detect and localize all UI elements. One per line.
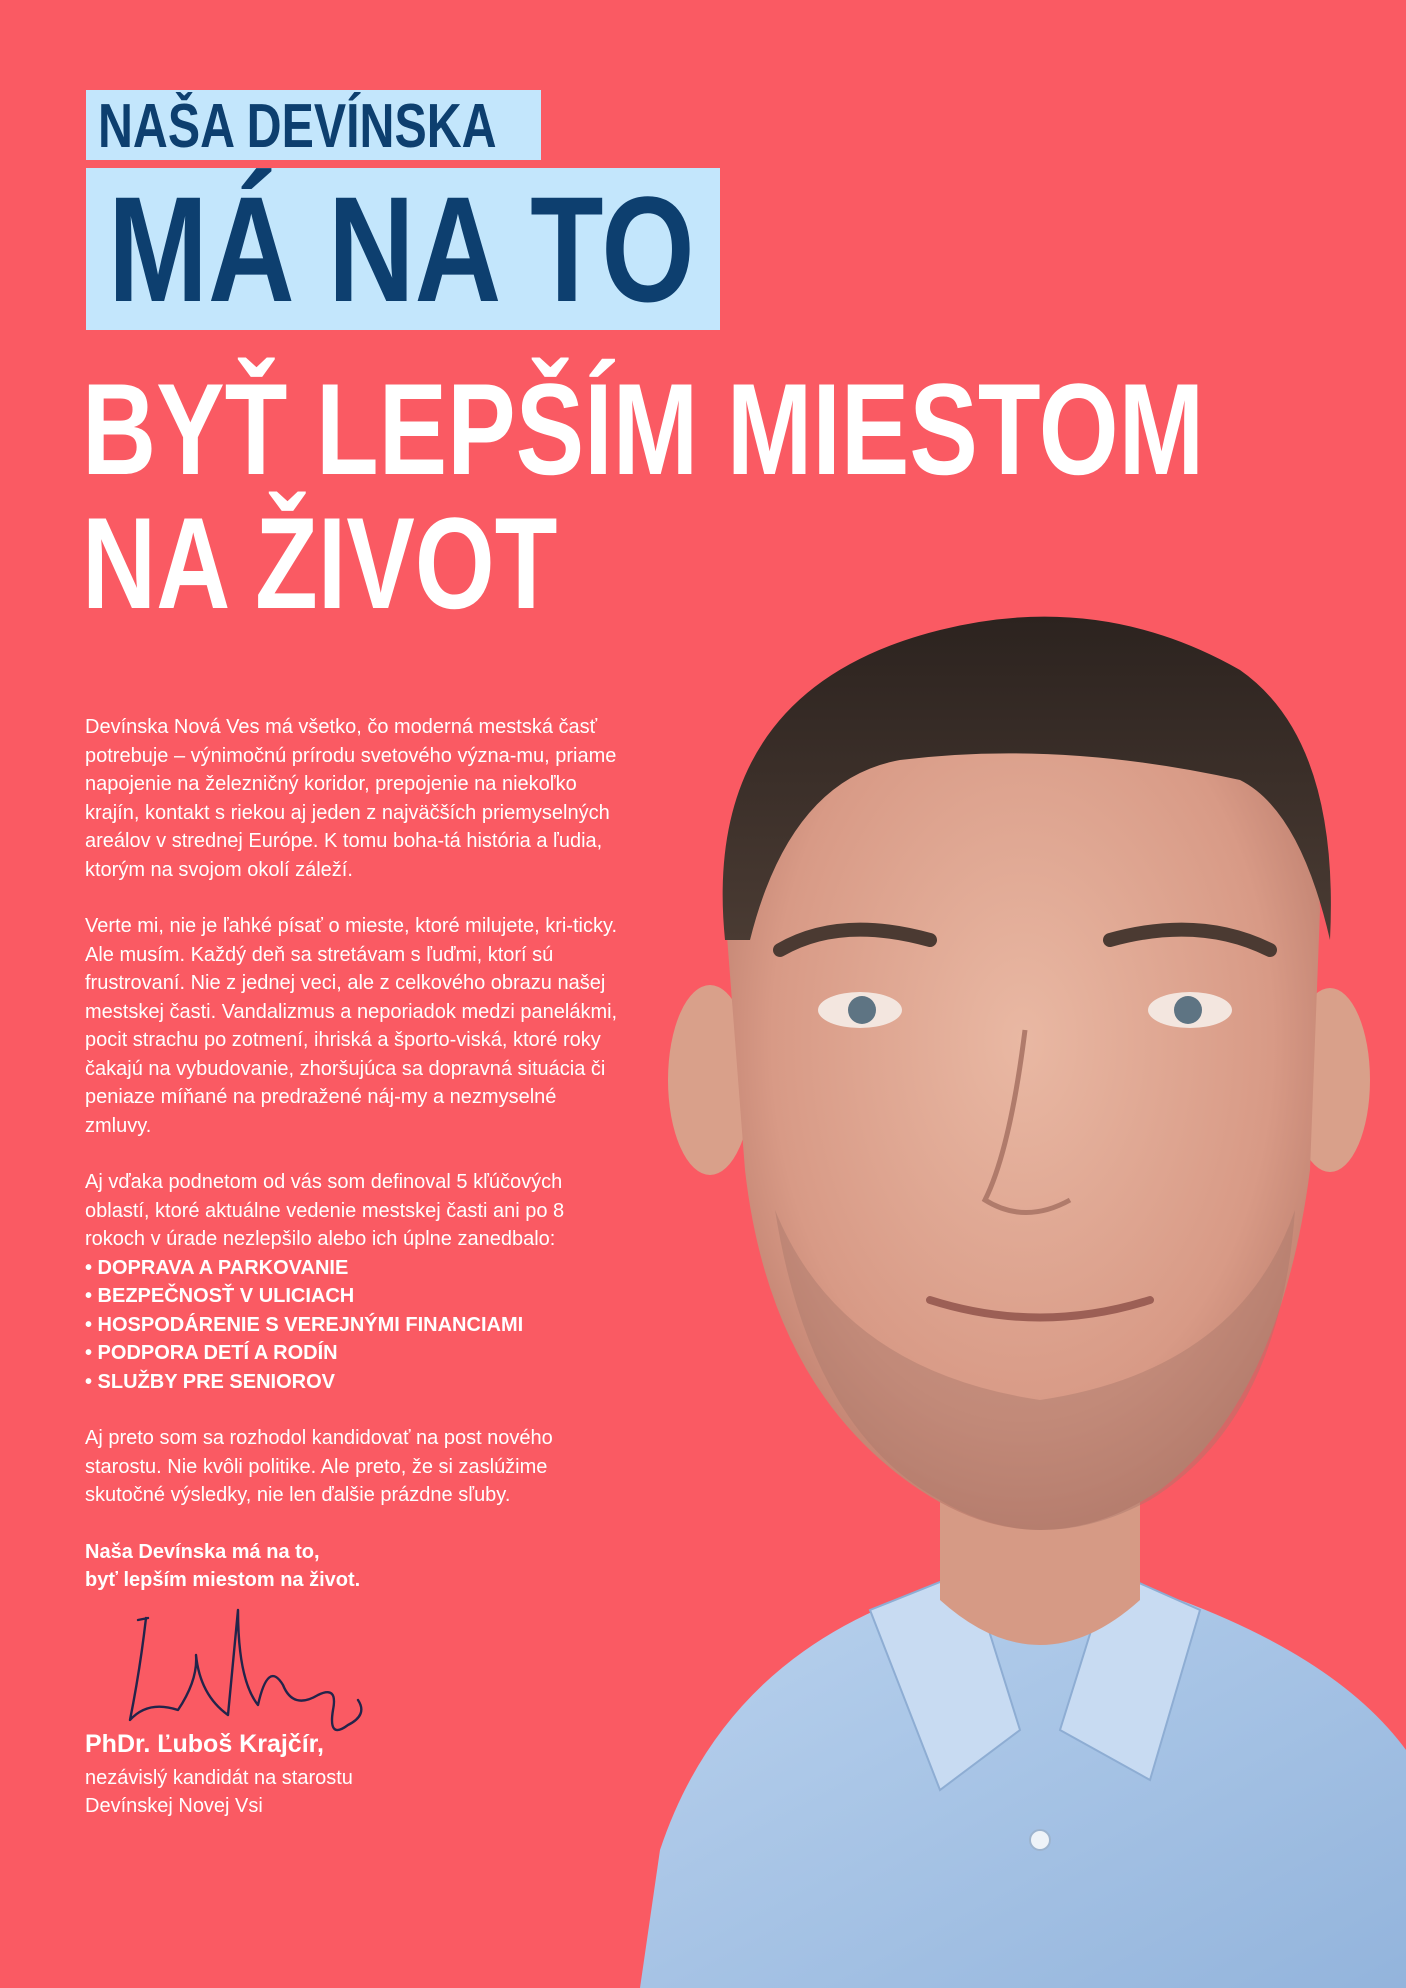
headline [82, 356, 1406, 636]
candidate-role-line-1: nezávislý kandidát na starostu [85, 1767, 353, 1789]
headline-line-1: BYŤ LEPŠÍM MIESTOM [82, 356, 1205, 502]
tag-label-top [86, 90, 541, 160]
list-item: • PODPORA DETÍ A RODÍN [85, 1342, 338, 1364]
tag-text-ma-na-to: MÁ NA TO [108, 165, 695, 333]
list-item: • DOPRAVA A PARKOVANIE [85, 1256, 349, 1279]
closing-line-2: byť lepším miestom na život. [85, 1569, 361, 1591]
paragraph-candidacy: Aj preto som sa rozhodol kandidovať na post nového starostu. Nie kvôli politike. Ale preto, že si zaslúžime skutočné výsledky, nie len ďalšie prázdne sľuby. [85, 1427, 553, 1506]
tag-label-main [86, 165, 720, 333]
paragraph-critique: Verte mi, nie je ľahké písať o mieste, ktoré milujete, kri-ticky. Ale musím. Každý deň sa stretávam s ľuďmi, ktorí sú frustrovaní. Nie z jednej veci, ale z celkového obrazu našej mestskej časti. Vandalizmus a neporiadok medzi panelákmi, pocit strachu po zotmení, ihriská a športo-viská, ktoré roky čakajú na vybudovanie, zhoršujúca sa dopravná situácia či peniaze míňané na predražené náj-my a nezmyselné zmluvy. [85, 915, 618, 1137]
list-item: • SLUŽBY PRE SENIOROV [85, 1370, 336, 1393]
candidate-portrait [640, 610, 1406, 1988]
candidate-role [85, 1764, 353, 1820]
candidate-name: PhDr. Ľuboš Krajčír, [85, 1730, 324, 1758]
list-item: • HOSPODÁRENIE S VEREJNÝMI FINANCIAMI [85, 1313, 524, 1336]
paragraph-intro: Devínska Nová Ves má všetko, čo moderná mestská časť potrebuje – výnimočnú prírodu svetového význa-mu, priame napojenie na železničný koridor, prepojenie na niekoľko krajín, kontakt s riekou aj jeden z najväčších priemyselných areálov v strednej Európe. K tomu boha-tá história a ľudia, ktorým na svojom okolí záleží. [85, 716, 617, 881]
headline-line-2: NA ŽIVOT [82, 490, 558, 636]
tag-text-nasa-devinska: NAŠA DEVÍNSKA [98, 92, 497, 161]
handwritten-signature [118, 1600, 368, 1750]
list-item: • BEZPEČNOSŤ V ULICIACH [85, 1285, 355, 1307]
paragraph-areas-intro: Aj vďaka podnetom od vás som definoval 5 kľúčových oblastí, ktoré aktuálne vedenie mestskej časti ani po 8 rokoch v úrade nezlepšilo alebo ich úplne zanedbalo: [85, 1171, 565, 1250]
key-areas-list [85, 1254, 625, 1397]
letter-body [85, 713, 625, 1595]
candidate-role-line-2: Devínskej Novej Vsi [85, 1795, 263, 1817]
closing-line-1: Naša Devínska má na to, [85, 1540, 320, 1563]
